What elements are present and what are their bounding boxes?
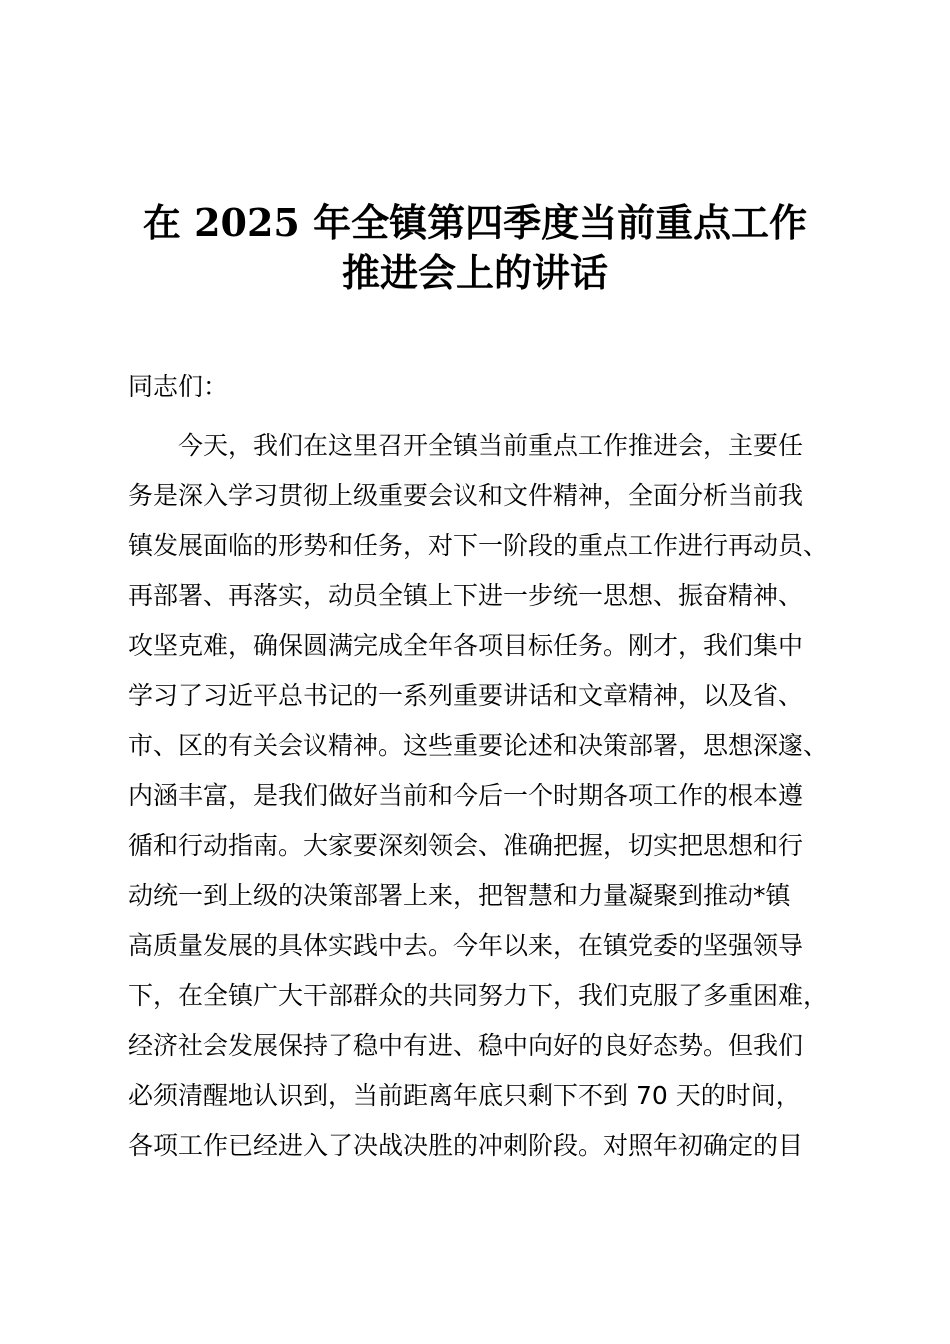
- body-line: 动统一到上级的决策部署上来，把智慧和力量凝聚到推动*镇: [128, 881, 791, 910]
- salutation: 同志们：: [128, 372, 229, 401]
- body-line: 必须清醒地认识到，当前距离年底只剩下不到 70 天的时间，: [128, 1081, 801, 1110]
- body-line: 攻坚克难，确保圆满完成全年各项目标任务。刚才，我们集中: [128, 631, 804, 660]
- body-line: 高质量发展的具体实践中去。今年以来，在镇党委的坚强领导: [128, 931, 804, 960]
- body-line: 务是深入学习贯彻上级重要会议和文件精神，全面分析当前我: [128, 481, 804, 510]
- document-title-line-1: 在 2025 年全镇第四季度当前重点工作: [142, 200, 808, 245]
- body-line: 今天，我们在这里召开全镇当前重点工作推进会，主要任: [178, 431, 804, 460]
- body-line: 学习了习近平总书记的一系列重要讲话和文章精神，以及省、: [128, 681, 804, 710]
- body-line: 内涵丰富，是我们做好当前和今后一个时期各项工作的根本遵: [128, 781, 804, 810]
- body-line: 各项工作已经进入了决战决胜的冲刺阶段。对照年初确定的目: [128, 1131, 804, 1160]
- body-line: 下，在全镇广大干部群众的共同努力下，我们克服了多重困难，: [128, 981, 829, 1010]
- body-line: 再部署、再落实，动员全镇上下进一步统一思想、振奋精神、: [128, 581, 804, 610]
- body-line: 经济社会发展保持了稳中有进、稳中向好的良好态势。但我们: [128, 1031, 804, 1060]
- body-line: 镇发展面临的形势和任务，对下一阶段的重点工作进行再动员、: [128, 531, 829, 560]
- body-line: 市、区的有关会议精神。这些重要论述和决策部署，思想深邃、: [128, 731, 829, 760]
- document-title-line-2: 推进会上的讲话: [341, 250, 608, 295]
- body-line: 循和行动指南。大家要深刻领会、准确把握，切实把思想和行: [128, 831, 804, 860]
